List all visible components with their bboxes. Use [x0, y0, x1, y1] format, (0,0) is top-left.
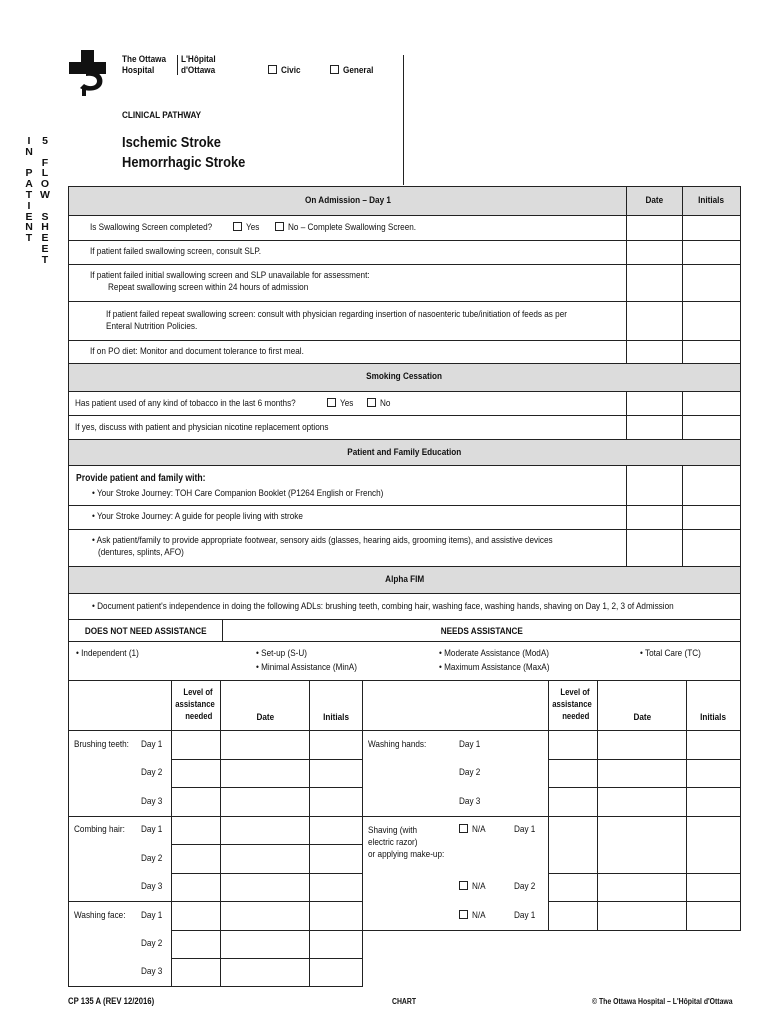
rule	[171, 680, 172, 987]
shaving-line1: Shaving (with	[368, 825, 418, 836]
right-initials-text: Initials	[700, 712, 727, 723]
combing-day1-text: Day 1	[141, 824, 163, 835]
washing-face-day3-text: Day 3	[141, 966, 163, 977]
swallow-no-option[interactable]	[275, 222, 437, 234]
rule	[740, 680, 741, 930]
legend-total-text: • Total Care (TC)	[640, 648, 701, 659]
rule	[68, 340, 741, 341]
rule	[68, 391, 741, 392]
enteral-row	[106, 309, 642, 333]
combing-day3-text: Day 3	[141, 881, 163, 892]
left-date-text: Date	[256, 712, 274, 723]
title-line1: Ischemic Stroke	[122, 134, 221, 151]
campus-general-label: General	[343, 65, 374, 76]
copyright	[592, 997, 756, 1006]
rule	[171, 787, 363, 788]
swallow-yes-checkbox[interactable]	[233, 222, 242, 231]
legend-independent	[76, 648, 149, 660]
nicotine-text: If yes, discuss with patient and physician nicotine replacement options	[75, 422, 329, 433]
washing-hands-label-text: Washing hands:	[368, 739, 427, 750]
education-item-2-text: • Your Stroke Journey: A guide for people living with stroke	[92, 511, 303, 522]
shaving-na-day2-checkbox[interactable]	[459, 881, 468, 890]
left-initials-text: Initials	[323, 712, 349, 723]
combing-day3	[141, 881, 166, 893]
rule	[68, 901, 363, 902]
swallow-screen-row	[90, 222, 232, 234]
side-label-flowsheet: 5 F L O W S H E E T	[40, 135, 50, 266]
swallow-yes-label: Yes	[246, 222, 260, 233]
left-date-header	[221, 712, 309, 724]
rule	[68, 529, 741, 530]
shaving-day1	[514, 824, 539, 836]
page-title	[122, 133, 265, 173]
consult-slp-text: If patient failed swallowing screen, consult SLP.	[90, 246, 262, 257]
rule	[548, 759, 741, 760]
fim-intro	[92, 601, 768, 613]
form-code-text: CP 135 A (REV 12/2016)	[68, 996, 155, 1006]
rule	[68, 641, 741, 642]
rule	[68, 986, 363, 987]
org-fr-line2: d'Ottawa	[181, 65, 216, 76]
brushing-day3-text: Day 3	[141, 796, 163, 807]
campus-civic-label: Civic	[281, 65, 301, 76]
washing-hands-day3	[459, 796, 484, 808]
education-item-3-line1: • Ask patient/family to provide appropriate footwear, sensory aids (glasses, hearing aids, grooming items), and assistive devices	[92, 535, 553, 546]
fim-title	[69, 574, 740, 586]
left-level-header	[172, 686, 215, 722]
campus-civic-option[interactable]	[268, 65, 304, 76]
right-date-text: Date	[633, 712, 651, 723]
chart-label-text: CHART	[392, 997, 417, 1006]
campus-general-option[interactable]	[330, 65, 378, 76]
education-lead-text: Provide patient and family with:	[76, 473, 206, 484]
shaving-na-day1-checkbox[interactable]	[459, 824, 468, 833]
washing-face-label-text: Washing face:	[74, 910, 126, 921]
legend-minimal-text: • Minimal Assistance (MinA)	[256, 662, 357, 673]
smoking-title-text: Smoking Cessation	[366, 371, 443, 382]
washing-hands-day2-text: Day 2	[459, 767, 481, 778]
tobacco-yes-checkbox[interactable]	[327, 398, 336, 407]
tobacco-yes-label: Yes	[340, 398, 354, 409]
washing-hands-day1	[459, 739, 484, 751]
combing-day2-text: Day 2	[141, 853, 163, 864]
rule	[682, 465, 683, 566]
brushing-label	[74, 739, 138, 751]
repeat-screen-line1: If patient failed initial swallowing screen and SLP unavailable for assessment:	[90, 270, 370, 281]
washing-face-label	[74, 910, 134, 922]
swallow-yes-option[interactable]	[233, 222, 262, 234]
right-level-line2: assistance	[552, 699, 592, 709]
rule	[68, 680, 69, 987]
rule	[68, 816, 363, 817]
left-initials-header	[310, 712, 362, 724]
org-fr-line1: L'Hôpital	[181, 54, 216, 65]
pathway-label	[122, 110, 214, 121]
shaving-na-day1[interactable]	[459, 824, 488, 836]
rule	[171, 844, 363, 845]
org-divider	[177, 55, 178, 75]
left-level-line1: Level of	[183, 687, 213, 697]
rule	[68, 593, 741, 594]
rule	[68, 240, 741, 241]
side-label-inpatient: I N P A T I E N T	[25, 135, 33, 245]
nicotine-row	[75, 422, 370, 434]
repeat-screen-line2: Repeat swallowing screen within 24 hours of admission	[108, 282, 309, 293]
right-level-header	[549, 686, 592, 722]
education-title	[69, 447, 740, 459]
left-level-line2: assistance	[175, 699, 215, 709]
col-initials-header	[683, 195, 740, 207]
combing-day1	[141, 824, 166, 836]
legend-moderate	[439, 648, 567, 660]
shaving-na-day1b-label: N/A	[472, 910, 486, 921]
brushing-day1-text: Day 1	[141, 739, 163, 750]
shaving-label	[368, 825, 457, 861]
education-item-3	[92, 535, 628, 559]
rule	[309, 680, 310, 987]
admission-section-title-text: On Admission – Day 1	[304, 195, 391, 206]
washing-hands-day2	[459, 767, 484, 779]
tobacco-question	[75, 398, 332, 410]
tobacco-no-option[interactable]	[367, 398, 392, 410]
rule	[68, 730, 741, 731]
rule	[171, 759, 363, 760]
washing-face-day2-text: Day 2	[141, 938, 163, 949]
rule	[68, 505, 741, 506]
left-level-line3: needed	[185, 711, 213, 721]
repeat-screen-row	[90, 270, 415, 294]
shaving-na-day1b-checkbox[interactable]	[459, 910, 468, 919]
combing-label-text: Combing hair:	[74, 824, 125, 835]
legend-independent-text: • Independent (1)	[76, 648, 139, 659]
washing-face-day1	[141, 910, 166, 922]
campus-civic-checkbox[interactable]	[268, 65, 277, 74]
right-level-line1: Level of	[560, 687, 590, 697]
org-en-line1: The Ottawa	[122, 54, 167, 65]
shaving-na-day1-label: N/A	[472, 824, 486, 835]
shaving-na-day2[interactable]	[459, 881, 488, 893]
right-initials-header	[687, 712, 740, 724]
rule	[362, 930, 741, 931]
rule	[220, 680, 221, 987]
no-assist-title	[69, 626, 222, 638]
legend-maximum	[439, 662, 567, 674]
rule	[548, 901, 741, 902]
admission-section-title	[69, 195, 626, 207]
education-item-2	[92, 511, 337, 523]
po-diet-text: If on PO diet: Monitor and document tolerance to first meal.	[90, 346, 304, 357]
legend-setup-text: • Set-up (S-U)	[256, 648, 307, 659]
brushing-day2	[141, 767, 166, 779]
washing-face-day1-text: Day 1	[141, 910, 163, 921]
education-item-1	[92, 488, 431, 500]
brushing-day2-text: Day 2	[141, 767, 163, 778]
needs-assist-title-text: NEEDS ASSISTANCE	[440, 626, 523, 637]
org-name-fr	[181, 54, 221, 76]
shaving-line2: electric razor)	[368, 837, 418, 848]
po-diet-row	[90, 346, 339, 358]
title-line2: Hemorrhagic Stroke	[122, 154, 246, 171]
rule	[171, 930, 363, 931]
right-date-header	[598, 712, 686, 724]
fim-title-text: Alpha FIM	[384, 574, 425, 585]
washing-hands-label	[368, 739, 436, 751]
rule	[68, 215, 741, 216]
shaving-day2	[514, 881, 539, 893]
education-lead	[76, 473, 227, 485]
col-date-text: Date	[645, 195, 664, 206]
consult-slp-row	[90, 246, 289, 258]
swallow-no-label: No – Complete Swallowing Screen.	[288, 222, 417, 233]
shaving-day1b-text: Day 1	[514, 910, 536, 921]
tobacco-question-text: Has patient used of any kind of tobacco in the last 6 months?	[75, 398, 296, 409]
enteral-line1: If patient failed repeat swallowing screen: consult with physician regarding insertion of nasoenteric tube/initiation of feeds as per	[106, 309, 567, 320]
brushing-label-text: Brushing teeth:	[74, 739, 129, 750]
brushing-day1	[141, 739, 166, 751]
form-code	[68, 996, 168, 1006]
rule	[68, 301, 741, 302]
rule	[626, 187, 627, 363]
pathway-label-text: CLINICAL PATHWAY	[122, 110, 202, 121]
rule	[171, 873, 363, 874]
tobacco-yes-option[interactable]	[327, 398, 356, 410]
rule	[68, 465, 741, 466]
washing-face-day2	[141, 938, 166, 950]
enteral-line2: Enteral Nutrition Policies.	[106, 321, 198, 332]
shaving-na-day2-label: N/A	[472, 881, 486, 892]
header-divider	[403, 55, 404, 185]
fim-intro-text: • Document patient's independence in doing the following ADLs: brushing teeth, combing hair, washing face, washing hands, shaving on Day 1, 2, 3 of Admission	[92, 601, 674, 612]
org-name-en	[122, 54, 173, 76]
swallow-screen-question: Is Swallowing Screen completed?	[90, 222, 213, 233]
no-assist-title-text: DOES NOT NEED ASSISTANCE	[84, 626, 207, 637]
rule	[682, 187, 683, 363]
education-item-1-text: • Your Stroke Journey: TOH Care Companion Booklet (P1264 English or French)	[92, 488, 384, 499]
rule	[68, 680, 741, 681]
shaving-day1-text: Day 1	[514, 824, 536, 835]
shaving-line3: or applying make-up:	[368, 849, 445, 860]
tobacco-no-label: No	[380, 398, 391, 409]
legend-total	[640, 648, 711, 660]
washing-hands-day3-text: Day 3	[459, 796, 481, 807]
shaving-na-day1b[interactable]	[459, 910, 488, 922]
campus-general-checkbox[interactable]	[330, 65, 339, 74]
education-title-text: Patient and Family Education	[347, 447, 462, 458]
rule	[68, 415, 741, 416]
rule	[548, 873, 741, 874]
tobacco-no-checkbox[interactable]	[367, 398, 376, 407]
hospital-logo-icon	[66, 48, 110, 98]
chart-label	[392, 997, 420, 1006]
washing-hands-day1-text: Day 1	[459, 739, 481, 750]
org-en-line2: Hospital	[122, 65, 155, 76]
col-initials-text: Initials	[698, 195, 725, 206]
brushing-day3	[141, 796, 166, 808]
combing-label	[74, 824, 133, 836]
legend-minimal	[256, 662, 373, 674]
rule	[362, 680, 363, 987]
rule	[548, 787, 741, 788]
rule	[68, 264, 741, 265]
col-date-header	[627, 195, 682, 207]
rule	[362, 816, 741, 817]
shaving-day2-text: Day 2	[514, 881, 536, 892]
legend-moderate-text: • Moderate Assistance (ModA)	[439, 648, 550, 659]
right-level-line3: needed	[562, 711, 590, 721]
swallow-no-checkbox[interactable]	[275, 222, 284, 231]
smoking-title	[69, 371, 740, 383]
hospital-logo	[66, 48, 110, 98]
rule	[171, 958, 363, 959]
combing-day2	[141, 853, 166, 865]
copyright-text: © The Ottawa Hospital – L'Hôpital d'Ottawa	[592, 997, 733, 1006]
legend-maximum-text: • Maximum Assistance (MaxA)	[439, 662, 550, 673]
shaving-day1b	[514, 910, 539, 922]
education-item-3-line2: (dentures, splints, AFO)	[98, 547, 184, 558]
legend-setup	[256, 648, 315, 660]
needs-assist-title	[223, 626, 740, 638]
washing-face-day3	[141, 966, 166, 978]
